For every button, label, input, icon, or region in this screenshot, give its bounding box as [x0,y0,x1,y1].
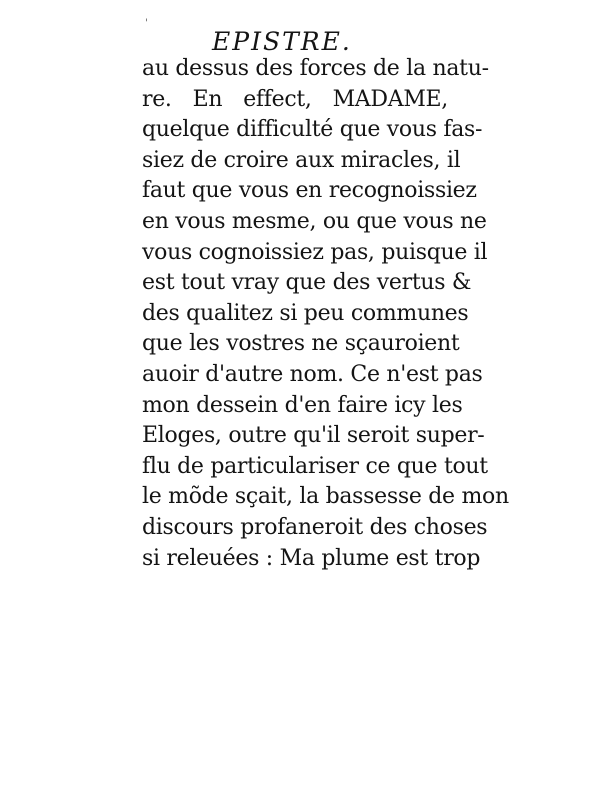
text-line: discours profaneroit des choses [142,514,488,540]
text-line: re. En effect, MADAME, [142,86,448,112]
text-line: des qualitez si peu communes [142,300,469,326]
text-line: vous cognoissiez pas, puisque il [142,239,488,265]
text-line: que les vostres ne sçauroient [142,331,460,357]
text-line: auoir d'autre nom. Ce n'est pas [142,361,483,387]
text-line: Eloges, outre qu'il seroit super- [142,423,485,449]
running-head: EPISTRE. [212,27,352,56]
text-line: le mõde sçait, la bassesse de mon [142,484,509,510]
text-line: quelque difficulté que vous fas- [142,117,483,143]
text-line: siez de croire aux miracles, il [142,147,461,173]
text-line: est tout vray que des vertus & [142,270,472,296]
text-line: si releuées : Ma plume est trop [142,545,481,571]
text-line: en vous mesme, ou que vous ne [142,208,487,234]
text-line: flu de particulariser ce que tout [142,453,488,479]
text-line: mon dessein d'en faire icy les [142,392,463,418]
corner-mark: ' [145,18,148,29]
text-line: au dessus des forces de la natu- [142,56,489,81]
text-line: faut que vous en recognoissiez [142,178,477,204]
body-text [142,54,509,574]
